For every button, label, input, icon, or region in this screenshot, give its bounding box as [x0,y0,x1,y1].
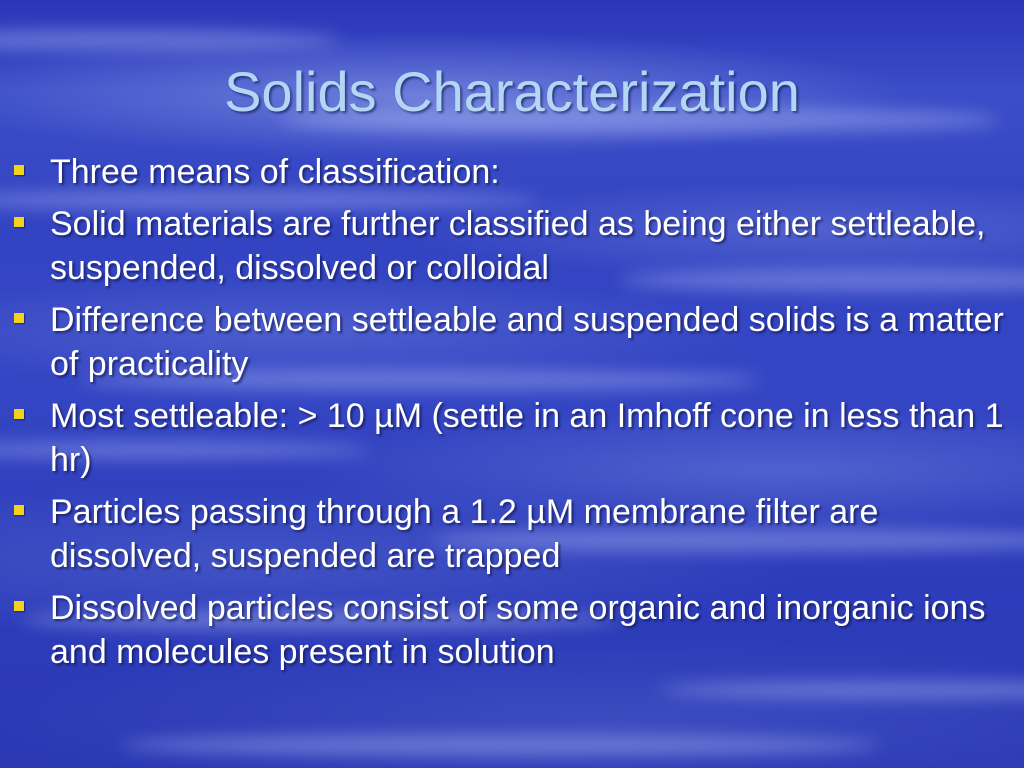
square-bullet-icon [14,217,24,227]
bullet-item [14,394,1019,482]
square-bullet-icon [14,165,24,175]
bullet-text: Three means of classification: [50,153,500,191]
square-bullet-icon [14,601,24,611]
bullet-text: Difference between settleable and suspended solids is a matter of practicality [50,301,1004,383]
bullet-text: Particles passing through a 1.2 µM membrane filter are dissolved, suspended are trapped [50,493,879,575]
bullet-item [14,586,1019,674]
bullet-item [14,202,1019,290]
bullet-list [14,150,1019,682]
bullet-item [14,298,1019,386]
bullet-item [14,490,1019,578]
bullet-text: Dissolved particles consist of some organic and inorganic ions and molecules present in solution [50,589,986,671]
bullet-item [14,150,1019,194]
slide-title: Solids Characterization [224,60,800,123]
square-bullet-icon [14,505,24,515]
bullet-text: Solid materials are further classified as being either settleable, suspended, dissolved or colloidal [50,205,986,287]
square-bullet-icon [14,313,24,323]
bullet-text: Most settleable: > 10 µM (settle in an Imhoff cone in less than 1 hr) [50,397,1004,479]
square-bullet-icon [14,409,24,419]
